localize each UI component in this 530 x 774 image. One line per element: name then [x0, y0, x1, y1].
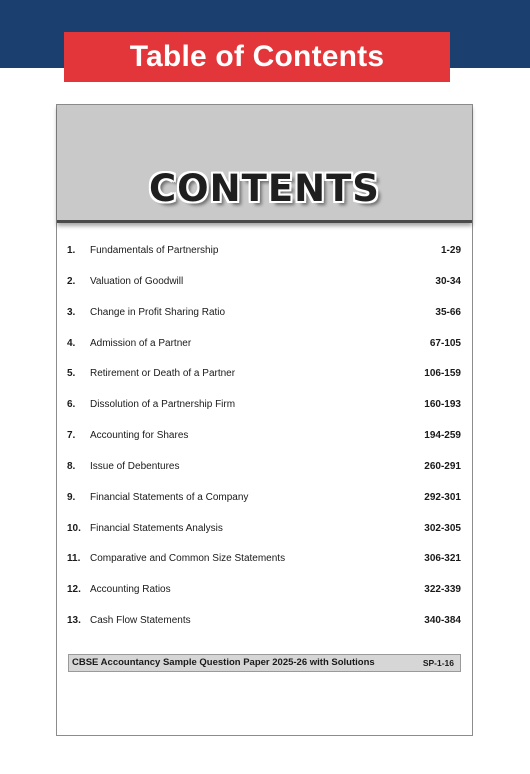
toc-number: 1. — [67, 245, 76, 256]
toc-row[interactable] — [57, 245, 472, 276]
toc-list — [57, 245, 472, 646]
toc-pages: 67-105 — [429, 337, 461, 349]
toc-title: Valuation of Goodwill — [90, 275, 184, 287]
toc-row[interactable] — [57, 553, 472, 584]
toc-pages: 306-321 — [424, 553, 461, 565]
toc-pages: 1-29 — [440, 245, 461, 256]
toc-row[interactable] — [57, 307, 472, 338]
toc-title: Comparative and Common Size Statements — [90, 553, 286, 565]
toc-title: Accounting Ratios — [90, 584, 171, 596]
toc-row[interactable] — [57, 399, 472, 430]
toc-row[interactable] — [57, 276, 472, 307]
toc-number: 12. — [67, 584, 81, 596]
toc-pages: 106-159 — [424, 368, 461, 380]
toc-title: Issue of Debentures — [90, 460, 180, 472]
toc-row[interactable] — [57, 461, 472, 492]
contents-heading: CONTENTS — [149, 167, 380, 210]
toc-number: 6. — [67, 399, 76, 411]
toc-pages: 260-291 — [424, 460, 461, 472]
toc-pages: 302-305 — [424, 522, 461, 534]
toc-title: Dissolution of a Partnership Firm — [90, 399, 236, 411]
sample-paper-row[interactable] — [68, 654, 461, 672]
toc-title: Retirement or Death of a Partner — [90, 368, 236, 380]
contents-header — [57, 105, 472, 223]
toc-number: 7. — [67, 430, 76, 442]
banner-title: Table of Contents — [64, 32, 450, 82]
toc-title: Cash Flow Statements — [90, 615, 191, 627]
toc-title: Accounting for Shares — [90, 430, 189, 442]
toc-title: Fundamentals of Partnership — [90, 245, 219, 256]
toc-row[interactable] — [57, 523, 472, 554]
toc-number: 5. — [67, 368, 76, 380]
toc-number: 8. — [67, 460, 76, 472]
toc-number: 13. — [67, 615, 81, 627]
toc-number: 10. — [67, 522, 81, 534]
toc-row[interactable] — [57, 368, 472, 399]
toc-pages: 35-66 — [435, 306, 461, 318]
toc-title: Admission of a Partner — [90, 337, 192, 349]
sample-paper-title: CBSE Accountancy Sample Question Paper 2025-26 with Solutions — [72, 657, 375, 668]
toc-row[interactable] — [57, 584, 472, 615]
toc-row[interactable] — [57, 615, 472, 646]
toc-pages: 322-339 — [424, 584, 461, 596]
toc-number: 11. — [67, 553, 81, 565]
toc-pages: 30-34 — [435, 275, 461, 287]
toc-pages: 160-193 — [424, 399, 461, 411]
toc-row[interactable] — [57, 430, 472, 461]
toc-pages: 194-259 — [424, 430, 461, 442]
toc-number: 2. — [67, 275, 76, 287]
toc-title: Financial Statements Analysis — [90, 522, 223, 534]
toc-number: 9. — [67, 491, 76, 503]
sample-paper-pages: SP-1-16 — [422, 658, 454, 668]
contents-page — [56, 104, 473, 736]
toc-number: 3. — [67, 306, 76, 318]
toc-title: Change in Profit Sharing Ratio — [90, 306, 226, 318]
toc-pages: 292-301 — [424, 491, 461, 503]
toc-title: Financial Statements of a Company — [90, 491, 249, 503]
toc-pages: 340-384 — [424, 615, 461, 627]
toc-row[interactable] — [57, 338, 472, 369]
toc-row[interactable] — [57, 492, 472, 523]
toc-number: 4. — [67, 337, 76, 349]
